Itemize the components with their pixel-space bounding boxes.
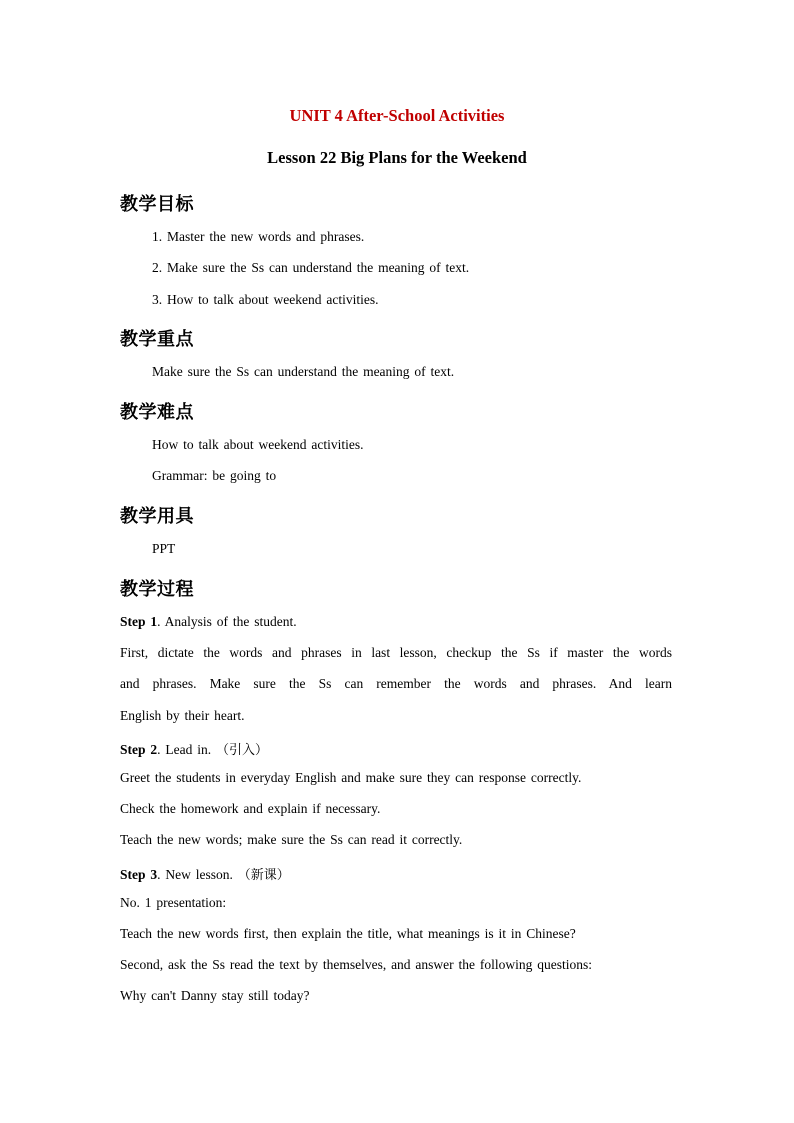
objective-item: 3. How to talk about weekend activities. — [152, 292, 379, 307]
step-3-text: . New lesson. — [157, 867, 238, 882]
step-2-label: Step 2 — [120, 742, 158, 757]
step-1-text: . Analysis of the student. — [157, 614, 297, 629]
unit-title: UNIT 4 After-School Activities — [289, 106, 505, 125]
objective-item: 2. Make sure the Ss can understand the meaning of text. — [152, 260, 470, 275]
step-3-line-item: Second, ask the Ss read the text by themselves, and answer the following questions: — [120, 957, 593, 972]
step-3-line-item: No. 1 presentation: — [120, 895, 227, 910]
key-points-heading: 教学重点 — [120, 329, 194, 350]
difficulties-heading: 教学难点 — [120, 402, 194, 423]
key-points-text: Make sure the Ss can understand the meaning of text. — [152, 364, 455, 379]
objectives-heading: 教学目标 — [120, 194, 194, 215]
step-2-line-item: Check the homework and explain if necessary. — [120, 801, 381, 816]
aids-heading: 教学用具 — [120, 506, 194, 527]
step-2-line — [120, 739, 268, 758]
difficulties-line: Grammar: be going to — [152, 468, 277, 483]
step-1-paragraph-line: English by their heart. — [120, 708, 245, 723]
step-1-paragraph-line: First, dictate the words and phrases in last lesson, checkup the Ss if master the words — [120, 645, 672, 660]
step-3-line-item: Teach the new words first, then explain the title, what meanings is it in Chinese? — [120, 926, 576, 941]
aids-text: PPT — [152, 541, 176, 556]
step-2-text: . Lead in. — [157, 742, 216, 757]
objective-item: 1. Master the new words and phrases. — [152, 229, 365, 244]
step-1-paragraph-line: and phrases. Make sure the Ss can remember the words and phrases. And learn — [120, 676, 672, 691]
step-3-line-item: Why can't Danny stay still today? — [120, 988, 310, 1003]
lesson-title: Lesson 22 Big Plans for the Weekend — [267, 148, 527, 167]
step-2-line-item: Teach the new words; make sure the Ss can read it correctly. — [120, 832, 463, 847]
step-3-cn: （新课） — [237, 868, 290, 883]
step-1-line — [120, 614, 297, 630]
step-2-line-item: Greet the students in everyday English and make sure they can response correctly. — [120, 770, 582, 785]
step-3-label: Step 3 — [120, 867, 158, 882]
step-1-label: Step 1 — [120, 614, 158, 629]
step-3-line — [120, 864, 290, 883]
difficulties-line: How to talk about weekend activities. — [152, 437, 364, 452]
step-2-cn: （引入） — [216, 743, 269, 758]
process-heading: 教学过程 — [120, 579, 194, 600]
